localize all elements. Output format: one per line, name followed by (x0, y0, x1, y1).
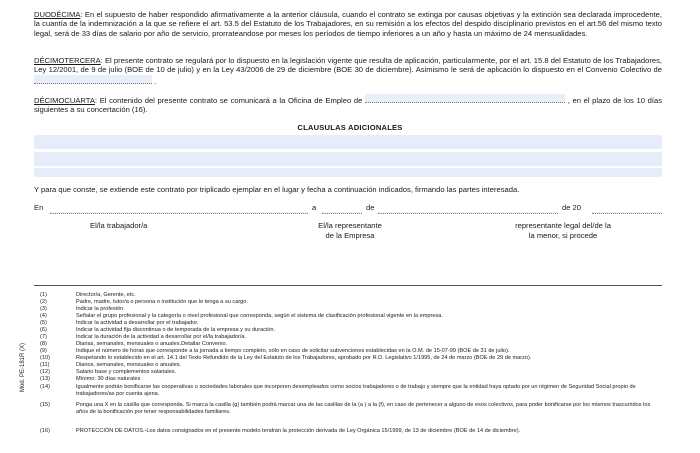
note-num: (10) (40, 355, 50, 361)
dia-field[interactable] (322, 212, 362, 214)
note-text: Diarias, semanales, mensuales o anuales.Detallar Convenio. (76, 341, 228, 347)
note-text: Indique el número de horas que corresponde a la jornada a tiempo completo, sólo en caso de solicitar subvenciones establecidas en la O.M. de 15-07-99 (BOE de 31 de julio). (76, 348, 510, 354)
sig-label: El/la trabajador/a (90, 221, 148, 230)
label-a: a (312, 203, 317, 212)
clause-title: DÉCIMOTERCERA (34, 56, 101, 65)
note-text: Igualmente podrán bonificarse las cooperativas o sociedades laborales que incorporen desempleados como socios trabajadores o de trabajo y siempre que la entidad haya optado por un régimen de Seguridad Social propio de trabajadores/as por cuenta ajena. (76, 384, 636, 397)
signature-empresa (285, 221, 415, 240)
note-text: Respetando lo establecido en el art. 14.1 del Texto Refundido de la Ley del Estatuto de los Trabajadores, aprobado por R.D. Legislativo 1/1995, de 24 de marzo (BOE de 29 de marzo). (76, 355, 532, 361)
note-text: Indicar la actividad fija discontinua o de temporada de la empresa y su duración. (76, 327, 276, 333)
adicionales-heading: CLAUSULAS ADICIONALES (297, 123, 403, 132)
label-en: En (34, 203, 44, 212)
clause-decimocuarta (34, 94, 662, 115)
convenio-field[interactable] (34, 75, 152, 84)
model-code: Mod. PE-181R (X) (20, 342, 26, 392)
note-num: (11) (40, 362, 50, 368)
clause-text: : El contenido del presente contrato se comunicará a la Oficina de Empleo de (94, 96, 363, 105)
note-text: Director/a, Gerente, etc. (76, 292, 136, 298)
note-num: (2) (40, 299, 47, 305)
clause-text: : El presente contrato se regulará por lo dispuesto en la legislación vigente que resulta de aplicación, particularmente, por el art. 15.8 del Estatuto de los Trabajadores, Ley 12/2001, de 9 de julio (BOE de 10 de julio) y en la Ley 43/2006 de 29 de diciembre (BOE 30 de diciembre). Asimismo le será de aplicación lo dispuesto en el Convenio Colectivo de (34, 56, 662, 75)
note-num: (1) (40, 292, 47, 298)
note-text: PROTECCIÓN DE DATOS.-Los datos consignados en el presente modelo tendrán la protección derivada de Ley Orgánica 15/1999, de 13 de diciembre (BOE de 14 de diciembre). (76, 428, 521, 434)
note-num: (5) (40, 320, 47, 326)
note-num: (8) (40, 341, 47, 347)
sig-label-line2: de la Empresa (325, 230, 375, 240)
note-num: (6) (40, 327, 47, 333)
lugar-field[interactable] (50, 212, 308, 214)
label-de20: de 20 (562, 203, 582, 212)
adicionales-field-3[interactable] (34, 168, 662, 177)
clause-decimotercera: DÉCIMOTERCERA: El presente contrato se regulará por lo dispuesto en la legislación vigente que resulta de aplicación, particularmente, por el art. 15.8 del Estatuto de los Trabajadores, Ley 12/2001, de 9 de julio (BOE de 10 de julio) y en la Ley 43/2006 de 29 de diciembre (BOE 30 de diciembre). Asimismo le será de aplicación lo dispuesto en el Convenio Colectivo de . (34, 56, 662, 86)
note-num: (14) (40, 384, 50, 390)
note-text: Indicar la actividad a desarrollar por el trabajador. (76, 320, 199, 326)
anio-field[interactable] (592, 212, 662, 214)
sig-label-line1: representante legal del/de la (515, 221, 611, 230)
mes-field[interactable] (378, 212, 558, 214)
adicionales-field-2[interactable] (34, 152, 662, 166)
note-text: Indicar la duración de la actividad a desarrollar por el/la trabajador/a. (76, 334, 247, 340)
note-text: Indicar la profesión. (76, 306, 125, 312)
note-text: Mínimo: 30 días naturales (76, 376, 141, 382)
closing-text: Y para que conste, se extiende este contrato por triplicado ejemplar en el lugar y fecha a continuación indicados, firmando las partes interesada. (34, 185, 520, 194)
clause-title: DUODÉCIMA (34, 10, 81, 19)
note-num: (16) (40, 428, 50, 434)
note-text: Señalar el grupo profesional y la categoría o nivel profesional que corresponda, según el sistema de clasificación profesional vigente en la empresa. (76, 313, 443, 319)
note-text: Salario base y complementos salariales. (76, 369, 177, 375)
note-text: Diarios, semanales, mensuales o anuales. (76, 362, 182, 368)
note-text: Padre, madre, tutor/a o persona o institución que le tenga a su cargo. (76, 299, 248, 305)
footnotes-divider (34, 285, 662, 286)
note-num: (9) (40, 348, 47, 354)
note-num: (12) (40, 369, 50, 375)
label-de: de (366, 203, 375, 212)
note-num: (4) (40, 313, 47, 319)
note-num: (3) (40, 306, 47, 312)
date-line (34, 203, 662, 215)
clause-duodecima (34, 10, 662, 38)
note-text: Ponga una X en la casilla que corresponda. Si marca la casilla (g) también podrá marcar una de las casillas de la (a ) a la (f), en caso de pertenecer a alguno de esos colectivos, para poder bonificarse por los mismos trascurridos los años de la bonificación por tener responsabilidades familiares. (76, 402, 651, 415)
note-num: (7) (40, 334, 47, 340)
adicionales-field-1[interactable] (34, 135, 662, 149)
signature-legal (488, 221, 638, 240)
clause-text: : En el supuesto de haber respondido afirmativamente a la anterior cláusula, cuando el contrato se extinga por causas objetivas y la extinción sea declarada improcedente, la cuantía de la indemnización a la que se refiere el art. 53.5 del Estatuto de los Trabajadores, en su remisión a los efectos del despido disciplinario previstos en el art.56 del mismo texto legal, será de 33 días de salario por año de servicio, prorrateandose por meses los períodos de tiempo inferiores a un año y hasta un máximo de 24 mensualidades. (34, 10, 662, 38)
note-num: (13) (40, 376, 50, 382)
clause-text-after: , en el plazo de los 10 días siguientes a su concertación (16). (34, 96, 662, 115)
sig-label-line2: la menor, si procede (528, 230, 598, 240)
note-num: (15) (40, 402, 50, 408)
signature-trabajador (90, 221, 170, 231)
oficina-empleo-field[interactable] (365, 94, 565, 103)
clause-title: DÉCIMOCUARTA (34, 96, 95, 105)
sig-label-line1: El/la representante (318, 221, 382, 230)
